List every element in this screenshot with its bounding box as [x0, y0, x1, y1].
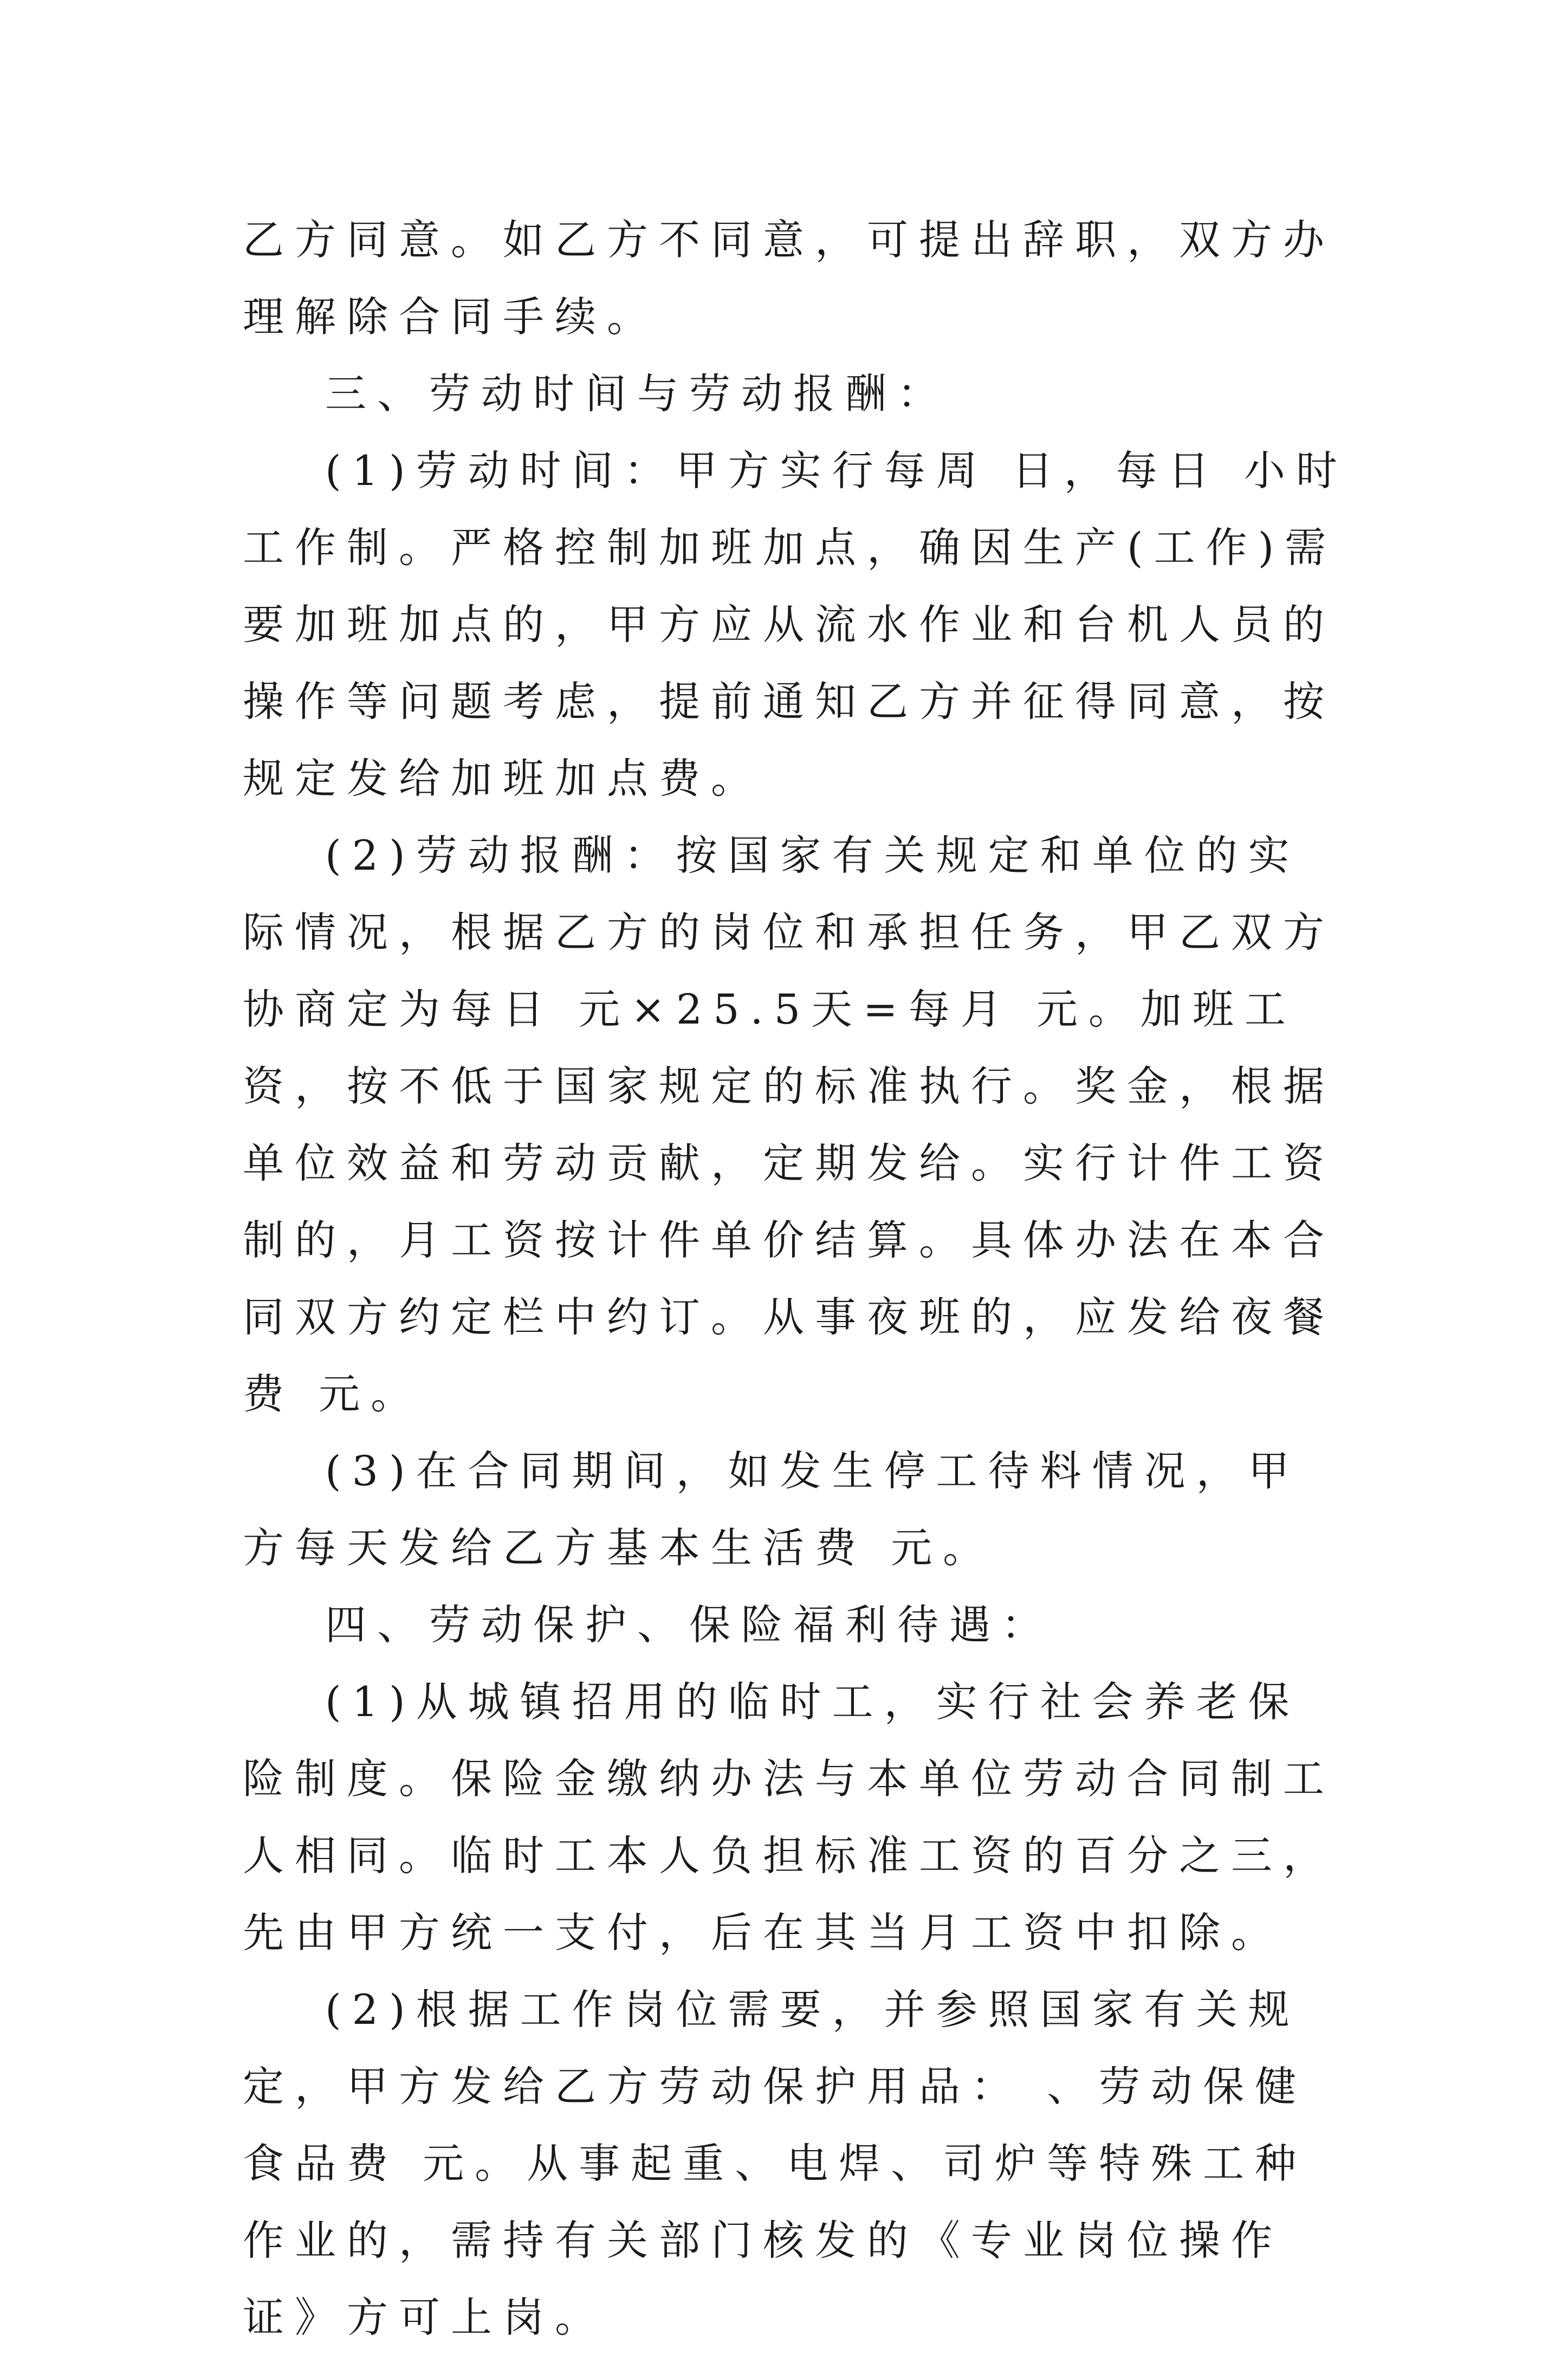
paragraph-remuneration: (2)劳动报酬：按国家有关规定和单位的实际情况，根据乙方的岗位和承担任务，甲乙双方协商定为每日 元×25.5天=每月 元。加班工资，按不低于国家规定的标准执行。奖金，根据单位效益和劳动贡献，定期发给。实行计件工资制的，月工资按计件单价结算。具体办法在本合同双方约定栏中约订。从事夜班的，应发给夜餐费 元。: [243, 831, 1335, 1418]
document-body: [243, 202, 1348, 2356]
heading-labor-protection-insurance: 四、劳动保护、保险福利待遇：: [325, 1601, 1053, 1649]
heading-working-hours-and-pay: 三、劳动时间与劳动报酬：: [325, 370, 949, 418]
paragraph-contract-termination: 乙方同意。如乙方不同意，可提出辞职，双方办理解除合同手续。: [243, 216, 1335, 341]
paragraph-protective-equipment: (2)根据工作岗位需要，并参照国家有关规定，甲方发给乙方劳动保护用品： 、劳动保健食品费 元。从事起重、电焊、司炉等特殊工种作业的，需持有关部门核发的《专业岗位操作证》方可上岗。: [243, 1985, 1307, 2341]
paragraph-working-hours: (1)劳动时间：甲方实行每周 日，每日 小时工作制。严格控制加班加点，确因生产(工作)需要加班加点的，甲方应从流水作业和台机人员的操作等问题考虑，提前通知乙方并征得同意，按规定发给加班加点费。: [243, 446, 1348, 802]
paragraph-work-stoppage: (3)在合同期间，如发生停工待料情况，甲方每天发给乙方基本生活费 元。: [243, 1447, 1300, 1572]
paragraph-social-insurance: (1)从城镇招用的临时工，实行社会养老保险制度。保险金缴纳办法与本单位劳动合同制工人相同。临时工本人负担标准工资的百分之三，先由甲方统一支付，后在其当月工资中扣除。: [243, 1678, 1335, 1957]
